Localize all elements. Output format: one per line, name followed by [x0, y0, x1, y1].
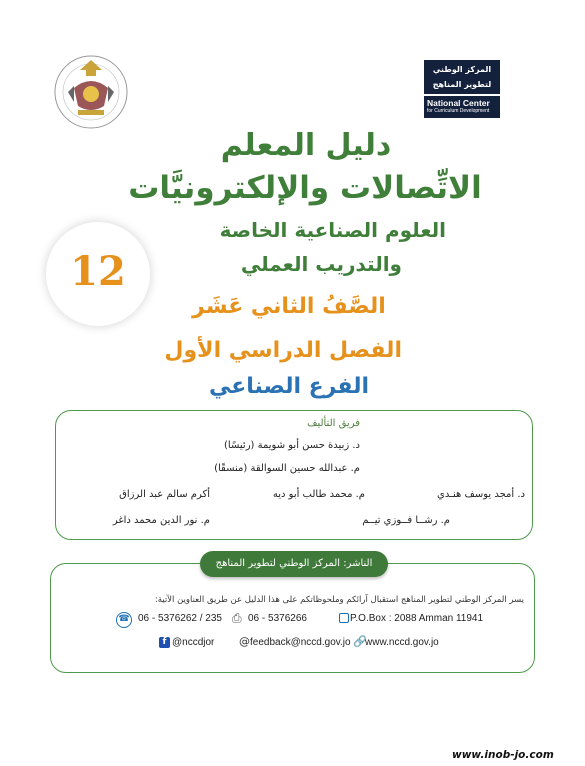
watermark-url: www.inob-jo.com	[452, 749, 554, 761]
ncc-logo	[424, 60, 500, 118]
semester-title: الفصل الدراسي الأول	[164, 338, 402, 363]
author-entry: د. زبيدة حسن أبو شويمة (رئيسًا)	[224, 440, 360, 451]
at-icon: @	[239, 635, 250, 648]
fax-number: 06 - 5376266	[248, 613, 307, 624]
publisher-label: الناشر: المركز الوطني لتطوير المناهج	[200, 551, 388, 577]
ncc-english-line1: National Center	[427, 98, 490, 108]
jordan-crest-logo	[50, 50, 132, 130]
author-entry: أكرم سالم عبد الرزاق	[119, 489, 210, 500]
ncc-arabic-name: المركز الوطني لتطوير المناهج	[424, 60, 500, 94]
track-title-line2: والتدريب العملي	[240, 252, 402, 276]
po-box: P.O.Box : 2088 Amman 11941	[350, 613, 484, 624]
subject-title: الاتِّصالات والإلكترونيَّات	[128, 170, 482, 206]
track-title-line1: العلوم الصناعية الخاصة	[219, 218, 446, 242]
phone-number: 06 - 5376262 / 235	[138, 613, 222, 624]
phone-icon: ☎	[116, 612, 132, 628]
branch-title: الفرع الصناعي	[208, 374, 369, 399]
grade-number: 12	[70, 248, 126, 295]
facebook-handle[interactable]: @nccdjor	[172, 637, 215, 648]
ncc-english-line2: for Curriculum Development	[427, 108, 490, 114]
author-entry: د. أمجد يوسف هنـدي	[437, 489, 525, 500]
authors-heading: فريق التأليف	[307, 418, 360, 429]
grade-title: الصَّفُ الثاني عَشَر	[192, 294, 386, 319]
author-entry: م. محمد طالب أبو ديه	[272, 489, 365, 500]
author-entry: م. نور الدين محمد داغر	[112, 515, 210, 526]
email-address[interactable]: feedback@nccd.gov.jo	[250, 637, 351, 648]
contact-intro: يسر المركز الوطني لتطوير المناهج استقبال آرائكم وملحوظاتكم على هذا الدليل عن طريق العناوين الآتية:	[154, 595, 524, 605]
fax-icon: ⎙	[232, 611, 242, 625]
ncc-english-name	[424, 96, 500, 118]
mailbox-icon	[339, 613, 349, 623]
facebook-icon: f	[159, 637, 170, 648]
author-entry: م. عبدالله حسين السوالقة (منسقًا)	[214, 463, 360, 474]
guide-title: دليل المعلم	[220, 128, 392, 163]
link-icon: 🔗	[353, 635, 367, 648]
author-entry: م. رشــا فــوزي تيــم	[362, 515, 450, 526]
website-link[interactable]: www.nccd.gov.jo	[365, 637, 439, 648]
